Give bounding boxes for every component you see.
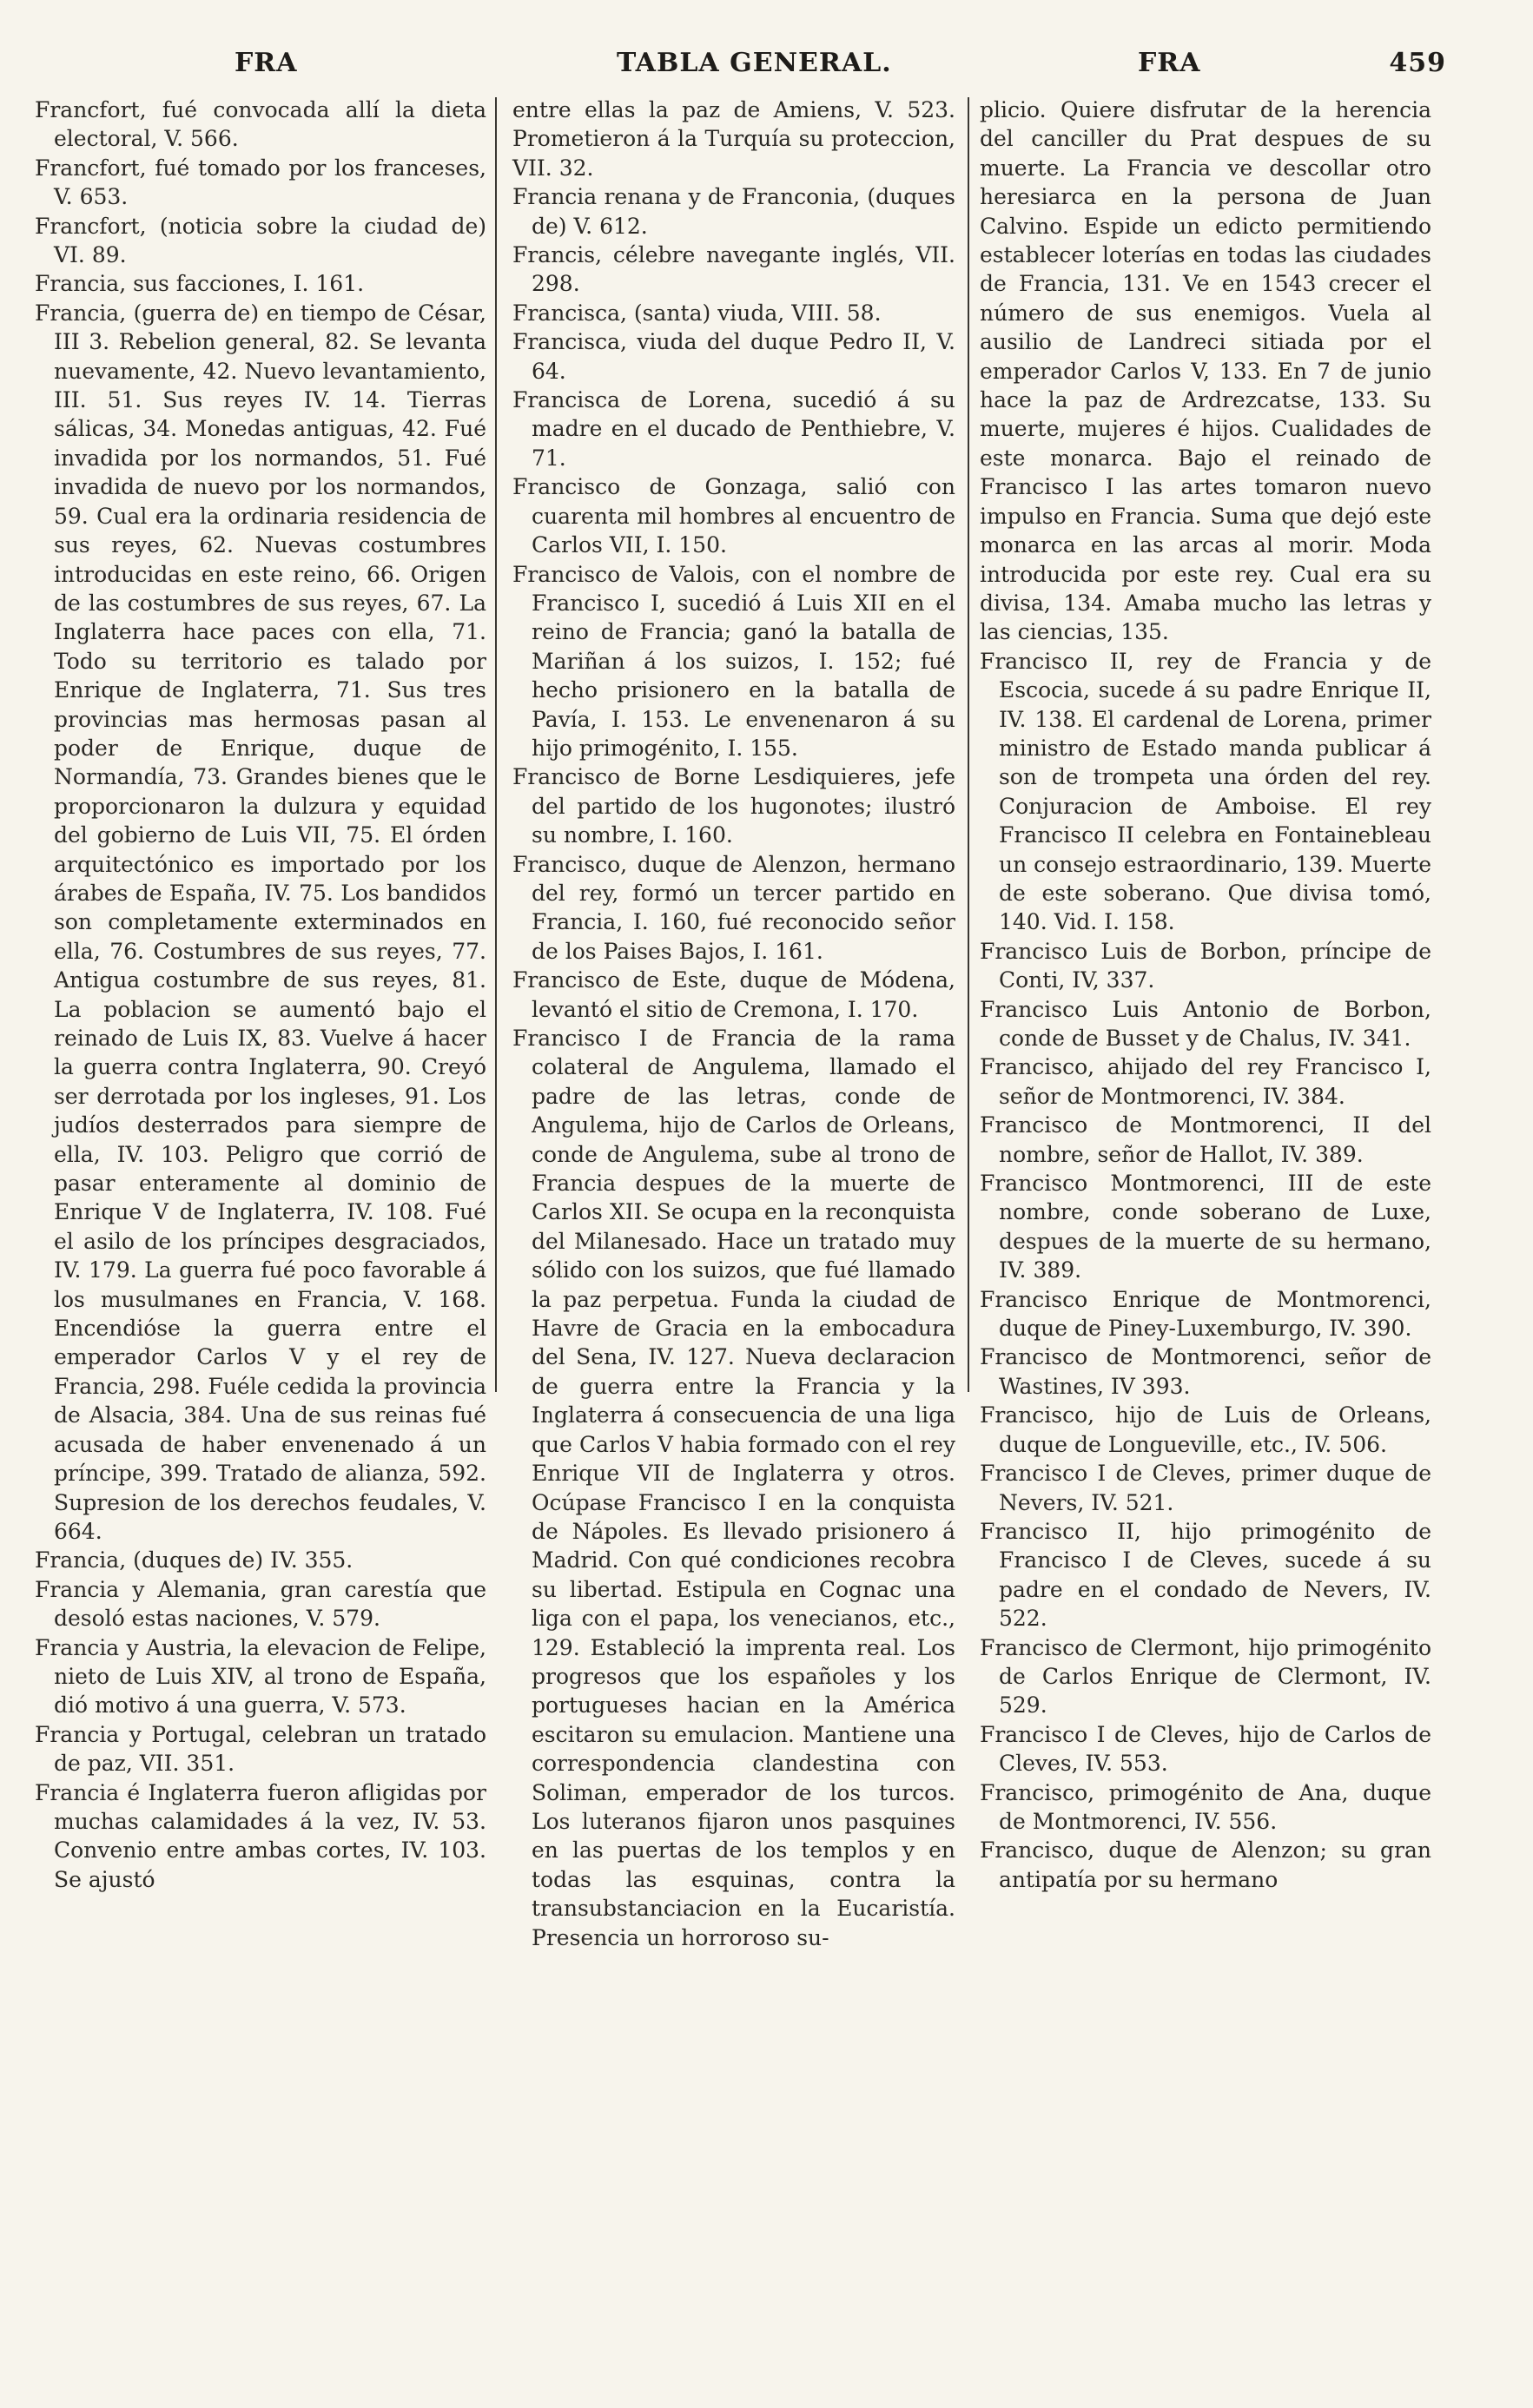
column-divider (495, 97, 497, 1392)
index-entry: Francia y Portugal, celebran un tratado de paz, VII. 351. (35, 1721, 486, 1777)
index-entry: Francisco Luis Antonio de Borbon, conde de Busset y de Chalus, IV. 341. (980, 996, 1431, 1051)
index-entry: Francia renana y de Franconia, (duques de) V. 612. (512, 184, 955, 239)
index-entry: Francis, célebre navegante inglés, VII. 298. (512, 242, 955, 297)
index-entry: Francisco I de Cleves, primer duque de Nevers, IV. 521. (980, 1461, 1431, 1515)
index-entry: Francisco, primogénito de Ana, duque de Montmorenci, IV. 556. (980, 1779, 1431, 1834)
index-entry: Francisca de Lorena, sucedió á su madre en el ducado de Penthiebre, V. 71. (512, 387, 955, 471)
index-entry: Francia, (guerra de) en tiempo de César, III 3. Rebelion general, 82. Se levanta nuevamente, 42. Nuevo levantamiento, III. 51. Sus reyes IV. 14. Tierras sálicas, 34. Monedas antiguas, 42. Fué invadida por los normandos, 51. Fué invadida de nuevo por los normandos, 59. Cual era la ordinaria residencia de sus reyes, 62. Nuevas costumbres introducidas en este reino, 66. Origen de las costumbres de sus reyes, 67. La Inglaterra hace paces con ella, 71. Todo su territorio es talado por Enrique de Inglaterra, 71. Sus tres provincias mas hermosas pasan al poder de Enrique, duque de Normandía, 73. Grandes bienes que le proporcionaron la dulzura y equidad del gobierno de Luis VII, 75. El órden arquitectónico es importado por los árabes de España, IV. 75. Los bandidos son completamente exterminados en ella, 76. Costumbres de sus reyes, 77. Antigua costumbre de sus reyes, 81. La poblacion se aumentó bajo el reinado de Luis IX, 83. Vuelve á hacer la guerra contra Inglaterra, 90. Creyó ser derrotada por los ingleses, 91. Los judíos desterrados para siempre de ella, IV. 103. Peligro que corrió de pasar enteramente al dominio de Enrique V de Inglaterra, IV. 108. Fué el asilo de los príncipes desgraciados, IV. 179. La guerra fué poco favorable á los musulmanes en Francia, V. 168. Encendióse la guerra entre el emperador Carlos V y el rey de Francia, 298. Fuéle cedida la provincia de Alsacia, 384. Una de sus reinas fué acusada de haber envenenado á un príncipe, 399. Tratado de alianza, 592. Supresion de los derechos feudales, V. 664. (35, 300, 486, 1544)
index-entry: Francisco de Montmorenci, señor de Wastines, IV 393. (980, 1344, 1431, 1399)
index-entry: Francfort, fué convocada allí la dieta electoral, V. 566. (35, 97, 486, 152)
index-entry: Francisco I de Cleves, hijo de Carlos de Cleves, IV. 553. (980, 1721, 1431, 1777)
header-right-guide-word: FRA (1138, 48, 1201, 78)
index-entry: Francia y Austria, la elevacion de Felipe, nieto de Luis XIV, al trono de España, dió motivo á una guerra, V. 573. (35, 1634, 486, 1719)
header-title: TABLA GENERAL. (617, 48, 892, 78)
index-entry: Francisca, (santa) viuda, VIII. 58. (512, 300, 882, 326)
index-entry: Francisca, viuda del duque Pedro II, V. 64. (512, 329, 955, 384)
index-entry: Francia, sus facciones, I. 161. (35, 271, 365, 297)
index-column-1 (35, 96, 486, 1894)
header-left-guide-word: FRA (235, 48, 298, 78)
index-entry: Francisco II, rey de Francia y de Escocia, sucede á su padre Enrique II, IV. 138. El cardenal de Lorena, primer ministro de Estado manda publicar á son de trompeta una órden del rey. Conjuracion de Amboise. El rey Francisco II celebra en Fontainebleau un consejo estraordinario, 139. Muerte de este soberano. Que divisa tomó, 140. Vid. I. 158. (980, 648, 1431, 935)
index-entry: Francia y Alemania, gran carestía que desoló estas naciones, V. 579. (35, 1576, 486, 1632)
index-column-2 (512, 96, 955, 1952)
index-entry: Francisco, hijo de Luis de Orleans, duque de Longueville, etc., IV. 506. (980, 1402, 1431, 1457)
index-entry-continuation: entre ellas la paz de Amiens, V. 523. Prometieron á la Turquía su proteccion, VII. 32. (512, 97, 955, 181)
running-header (235, 48, 1446, 89)
index-entry: Francisco, ahijado del rey Francisco I, señor de Montmorenci, IV. 384. (980, 1054, 1431, 1109)
index-entry: Francisco II, hijo primogénito de Francisco I de Cleves, sucede á su padre en el condado de Nevers, IV. 522. (980, 1518, 1431, 1632)
index-entry: Francisco de Este, duque de Módena, levantó el sitio de Cremona, I. 170. (512, 967, 955, 1022)
index-column-3 (980, 96, 1431, 1894)
index-entry: Francisco, duque de Alenzon, hermano del rey, formó un tercer partido en Francia, I. 160, fué reconocido señor de los Paises Bajos, I. 161. (512, 851, 955, 964)
index-entry: Francisco de Clermont, hijo primogénito de Carlos Enrique de Clermont, IV. 529. (980, 1634, 1431, 1719)
index-entry: Francisco, duque de Alenzon; su gran antipatía por su hermano (980, 1837, 1431, 1892)
index-entry: Francisco de Gonzaga, salió con cuarenta mil hombres al encuentro de Carlos VII, I. 150. (512, 474, 955, 558)
index-entry: Francia é Inglaterra fueron afligidas por muchas calamidades á la vez, IV. 53. Convenio entre ambas cortes, IV. 103. Se ajustó (35, 1779, 486, 1892)
index-entry: Francisco de Borne Lesdiquieres, jefe del partido de los hugonotes; ilustró su nombre, I. 160. (512, 764, 955, 848)
index-entry: Francia, (duques de) IV. 355. (35, 1547, 354, 1573)
index-entry-continuation: plicio. Quiere disfrutar de la herencia del canciller du Prat despues de su muerte. La Francia ve descollar otro heresiarca en la persona de Juan Calvino. Espide un edicto permitiendo establecer loterías en todas las ciudades de Francia, 131. Ve en 1543 crecer el número de sus enemigos. Vuela al ausilio de Landreci sitiada por el emperador Carlos V, 133. En 7 de junio hace la paz de Ardrezcatse, 133. Su muerte, mujeres é hijos. Cualidades de este monarca. Bajo el reinado de Francisco I las artes tomaron nuevo impulso en Francia. Suma que dejó este monarca en las arcas al morir. Moda introducida por este rey. Cual era su divisa, 134. Amaba mucho las letras y las ciencias, 135. (980, 97, 1431, 645)
index-entry: Francisco de Valois, con el nombre de Francisco I, sucedió á Luis XII en el reino de Francia; ganó la batalla de Mariñan á los suizos, I. 152; fué hecho prisionero en la batalla de Pavía, I. 153. Le envenenaron á su hijo primogénito, I. 155. (512, 561, 955, 761)
index-entry: Francisco Enrique de Montmorenci, duque de Piney-Luxemburgo, IV. 390. (980, 1286, 1431, 1342)
page-number: 459 (1389, 48, 1446, 78)
index-entry: Francfort, fué tomado por los franceses, V. 653. (35, 155, 486, 210)
index-entry: Francisco I de Francia de la rama colateral de Angulema, llamado el padre de las letras, conde de Angulema, hijo de Carlos de Orleans, conde de Angulema, sube al trono de Francia despues de la muerte de Carlos XII. Se ocupa en la reconquista del Milanesado. Hace un tratado muy sólido con los suizos, que fué llamado la paz perpetua. Funda la ciudad de Havre de Gracia en la embocadura del Sena, IV. 127. Nueva declaracion de guerra entre la Francia y la Inglaterra á consecuencia de una liga que Carlos V habia formado con el rey Enrique VII de Inglaterra y otros. Ocúpase Francisco I en la conquista de Nápoles. Es llevado prisionero á Madrid. Con qué condiciones recobra su libertad. Estipula en Cognac una liga con el papa, los venecianos, etc., 129. Estableció la imprenta real. Los progresos que los españoles y los portugueses hacian en la América escitaron su emulacion. Mantiene una correspondencia clandestina con Soliman, emperador de los turcos. Los luteranos fijaron unos pasquines en las puertas de los templos y en todas las esquinas, contra la transubstanciacion en la Eucaristía. Presencia un horroroso su- (512, 1026, 955, 1950)
column-divider (968, 97, 969, 1392)
index-entry: Francisco Luis de Borbon, príncipe de Conti, IV, 337. (980, 938, 1431, 993)
index-entry: Francisco de Montmorenci, II del nombre, señor de Hallot, IV. 389. (980, 1112, 1431, 1167)
index-entry: Francisco Montmorenci, III de este nombre, conde soberano de Luxe, despues de la muerte de su hermano, IV. 389. (980, 1171, 1431, 1283)
index-entry: Francfort, (noticia sobre la ciudad de) VI. 89. (35, 213, 486, 268)
